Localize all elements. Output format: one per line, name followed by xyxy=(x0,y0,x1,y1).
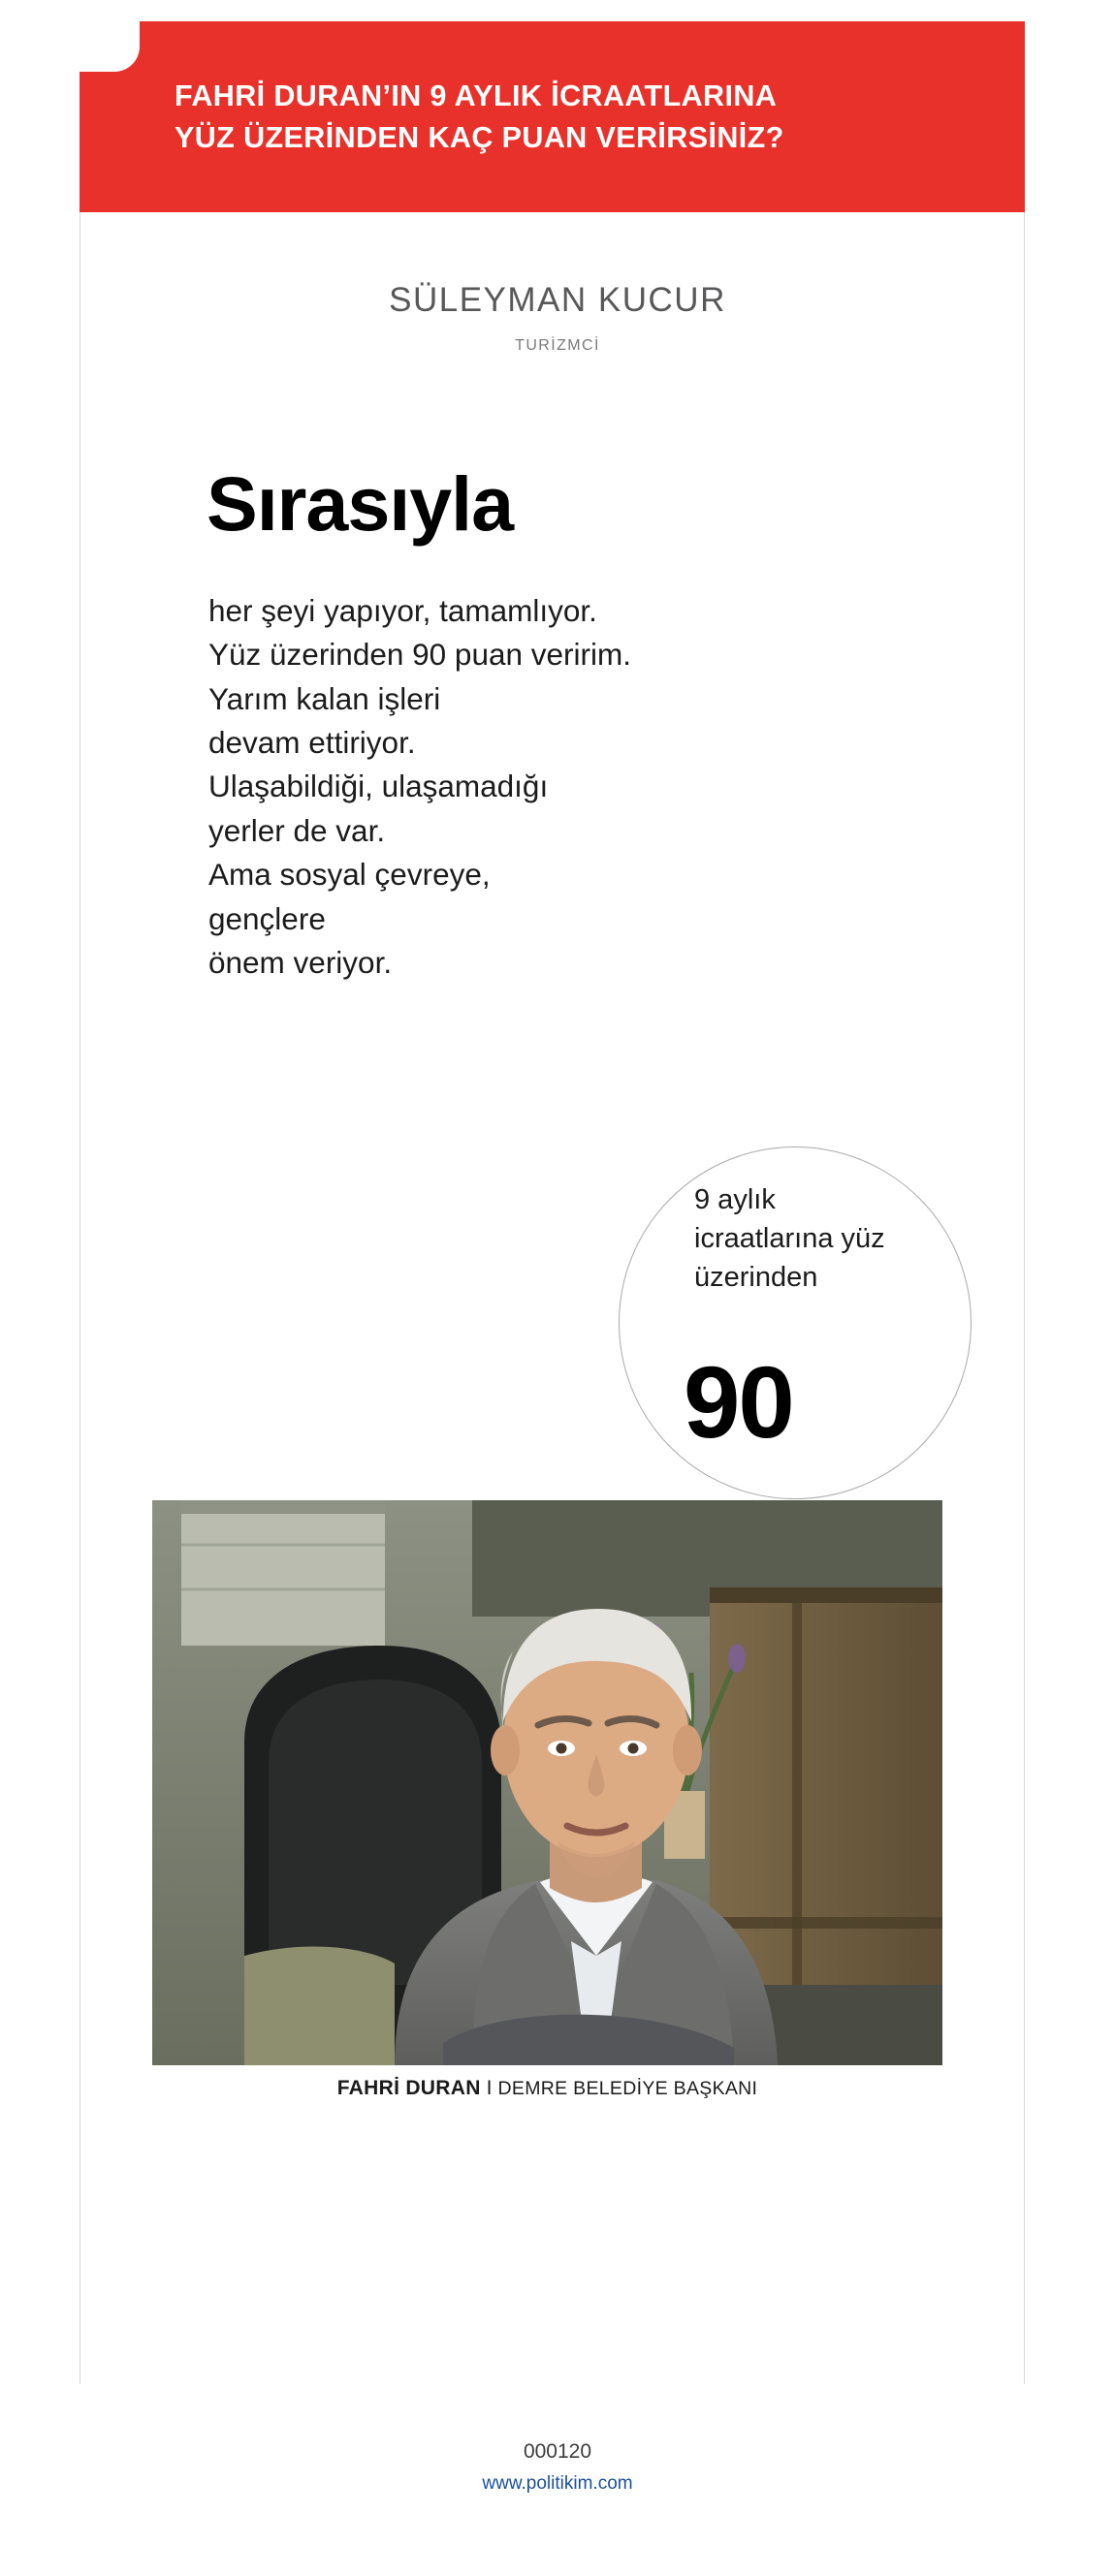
quote-line: gençlere xyxy=(208,900,326,936)
caption-title: DEMRE BELEDİYE BAŞKANI xyxy=(497,2078,758,2099)
question-text xyxy=(175,76,989,160)
quote-line: Yüz üzerinden 90 puan veririm. xyxy=(208,637,631,673)
quote-lead: Sırasıyla xyxy=(207,460,514,547)
caption-separator: I xyxy=(486,2077,493,2099)
respondent-name: SÜLEYMAN KUCUR xyxy=(389,281,726,319)
score-value: 90 xyxy=(684,1346,793,1460)
quote-line: yerler de var. xyxy=(208,812,386,848)
question-line-2: YÜZ ÜZERİNDEN KAÇ PUAN VERİRSİNİZ? xyxy=(175,121,784,155)
photo-caption xyxy=(152,2077,942,2100)
quote-line: Yarım kalan işleri xyxy=(208,680,441,716)
quote-body xyxy=(208,589,790,985)
banner-notch xyxy=(80,21,140,72)
portrait-illustration xyxy=(152,1500,942,2065)
quote-line: Ulaşabildiği, ulaşamadığı xyxy=(208,769,549,804)
quote-line: Ama sosyal çevreye, xyxy=(208,857,491,893)
footer-url[interactable]: www.politikim.com xyxy=(482,2473,633,2494)
portrait-photo xyxy=(152,1500,942,2065)
quote-line: önem veriyor. xyxy=(208,944,393,980)
caption-name: FAHRİ DURAN xyxy=(336,2077,481,2099)
question-banner xyxy=(80,21,1025,212)
quote-line: devam ettiriyor. xyxy=(208,725,416,761)
footer-code: 000120 xyxy=(523,2440,592,2463)
respondent-role: TURİZMCİ xyxy=(515,337,600,354)
score-label: 9 aylık icraatlarına yüz üzerinden xyxy=(694,1184,885,1294)
quote-line: her şeyi yapıyor, tamamlıyor. xyxy=(208,593,597,628)
question-line-1: FAHRİ DURAN’IN 9 AYLIK İCRAATLARINA xyxy=(175,79,778,112)
